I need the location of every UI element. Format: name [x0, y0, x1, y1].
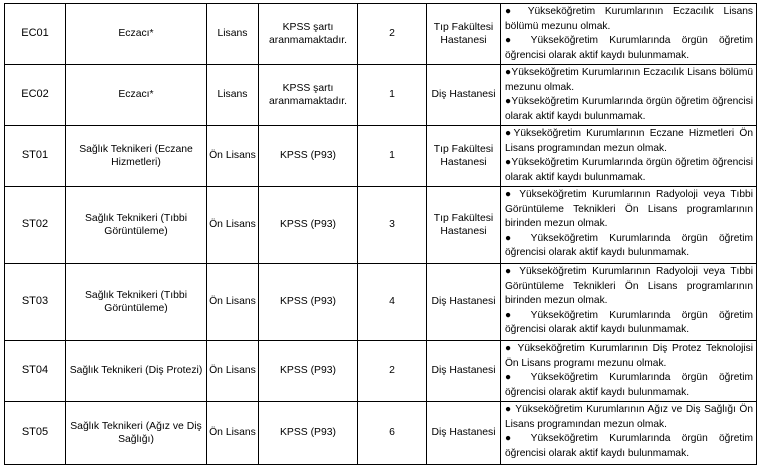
education-level: Ön Lisans [207, 341, 259, 402]
position-code: ST04 [5, 341, 66, 402]
work-location: Diş Hastanesi [427, 264, 501, 341]
position-code: EC02 [5, 65, 66, 126]
conditions-cell [501, 341, 757, 402]
kpss-requirement: KPSS (P93) [259, 187, 358, 264]
position-count: 4 [358, 264, 427, 341]
work-location: Diş Hastanesi [427, 402, 501, 465]
position-count: 1 [358, 126, 427, 187]
table-row [5, 126, 757, 187]
condition-item: ● Yükseköğretim Kurumlarının Radyoloji veya Tıbbi Görüntüleme Teknikleri Ön Lisans programlarının birinden mezun olmak. [505, 266, 753, 306]
table-row [5, 4, 757, 65]
work-location: Tıp Fakültesi Hastanesi [427, 4, 501, 65]
position-title: Sağlık Teknikeri (Diş Protezi) [66, 341, 207, 402]
conditions-cell [501, 4, 757, 65]
education-level: Ön Lisans [207, 264, 259, 341]
position-code: EC01 [5, 4, 66, 65]
position-count: 3 [358, 187, 427, 264]
table-row [5, 402, 757, 465]
education-level: Ön Lisans [207, 402, 259, 465]
condition-item: ● Yükseköğretim Kurumlarında örgün öğretim öğrencisi olarak aktif kaydı bulunmamak. [505, 232, 753, 258]
position-requirements-table [4, 3, 757, 465]
condition-item: ● Yükseköğretim Kurumlarının Ağız ve Diş Sağlığı Ön Lisans programından mezun olmak. [505, 404, 753, 430]
position-count: 1 [358, 65, 427, 126]
conditions-cell [501, 65, 757, 126]
education-level: Lisans [207, 65, 259, 126]
condition-item: ● Yükseköğretim Kurumlarında örgün öğretim öğrencisi olarak aktif kaydı bulunmamak. [505, 433, 753, 459]
position-count: 2 [358, 341, 427, 402]
position-code: ST03 [5, 264, 66, 341]
kpss-requirement: KPSS şartı aranmamaktadır. [259, 65, 358, 126]
position-title: Sağlık Teknikeri (Eczane Hizmetleri) [66, 126, 207, 187]
table-row [5, 264, 757, 341]
work-location: Diş Hastanesi [427, 65, 501, 126]
work-location: Tıp Fakültesi Hastanesi [427, 187, 501, 264]
condition-item: ●Yükseköğretim Kurumlarında örgün öğretim öğrencisi olarak aktif kaydı bulunmamak. [505, 96, 753, 122]
condition-item: ●Yükseköğretim Kurumlarında örgün öğretim öğrencisi olarak aktif kaydı bulunmamak. [505, 157, 753, 183]
kpss-requirement: KPSS şartı aranmamaktadır. [259, 4, 358, 65]
position-title: Sağlık Teknikeri (Ağız ve Diş Sağlığı) [66, 402, 207, 465]
work-location: Diş Hastanesi [427, 341, 501, 402]
table-row [5, 65, 757, 126]
condition-item: ● Yükseköğretim Kurumlarında örgün öğretim öğrencisi olarak aktif kaydı bulunmamak. [505, 35, 753, 61]
work-location: Tıp Fakültesi Hastanesi [427, 126, 501, 187]
conditions-cell [501, 264, 757, 341]
condition-item: ● Yükseköğretim Kurumlarının Diş Protez Teknolojisi Ön Lisans programı mezunu olmak. [505, 343, 753, 369]
conditions-cell [501, 126, 757, 187]
condition-item: ●Yükseköğretim Kurumlarının Eczane Hizmetleri Ön Lisans programından mezun olmak. [505, 128, 753, 154]
position-count: 2 [358, 4, 427, 65]
condition-item: ● Yükseköğretim Kurumlarının Eczacılık Lisans bölümü mezunu olmak. [505, 6, 753, 32]
kpss-requirement: KPSS (P93) [259, 341, 358, 402]
position-title: Sağlık Teknikeri (Tıbbi Görüntüleme) [66, 264, 207, 341]
position-code: ST05 [5, 402, 66, 465]
position-count: 6 [358, 402, 427, 465]
conditions-cell [501, 187, 757, 264]
condition-item: ●Yükseköğretim Kurumlarının Eczacılık Lisans bölümü mezunu olmak. [505, 67, 753, 93]
condition-item: ● Yükseköğretim Kurumlarının Radyoloji veya Tıbbi Görüntüleme Teknikleri Ön Lisans programlarının birinden mezun olmak. [505, 189, 753, 229]
kpss-requirement: KPSS (P93) [259, 402, 358, 465]
condition-item: ● Yükseköğretim Kurumlarında örgün öğretim öğrencisi olarak aktif kaydı bulunmamak. [505, 309, 753, 335]
condition-item: ● Yükseköğretim Kurumlarında örgün öğretim öğrencisi olarak aktif kaydı bulunmamak. [505, 372, 753, 398]
education-level: Ön Lisans [207, 187, 259, 264]
position-title: Eczacı* [66, 65, 207, 126]
conditions-cell [501, 402, 757, 465]
education-level: Lisans [207, 4, 259, 65]
education-level: Ön Lisans [207, 126, 259, 187]
table-row [5, 187, 757, 264]
position-title: Eczacı* [66, 4, 207, 65]
table-row [5, 341, 757, 402]
position-code: ST02 [5, 187, 66, 264]
kpss-requirement: KPSS (P93) [259, 264, 358, 341]
kpss-requirement: KPSS (P93) [259, 126, 358, 187]
position-code: ST01 [5, 126, 66, 187]
position-title: Sağlık Teknikeri (Tıbbi Görüntüleme) [66, 187, 207, 264]
